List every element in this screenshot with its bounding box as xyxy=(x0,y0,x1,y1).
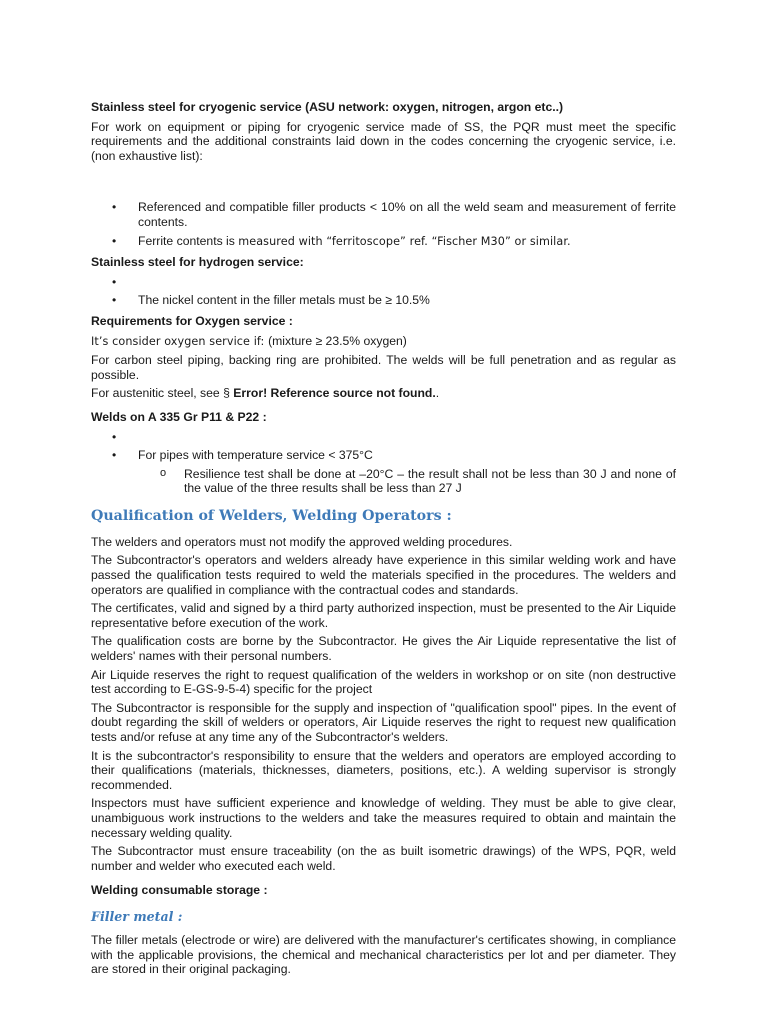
section-heading-ss-cryogenic: Stainless steel for cryogenic service (ASU network: oxygen, nitrogen, argon etc..) xyxy=(91,100,564,114)
bullet-list-ss-cryogenic xyxy=(91,200,676,249)
section-heading-ss-hydrogen: Stainless steel for hydrogen service: xyxy=(91,255,304,270)
bullet-text: Ferrite contents is xyxy=(138,233,239,248)
bullet-item: • The nickel content in the filler metals must be ≥ 10.5% xyxy=(91,293,676,308)
qualification-paragraph: The certificates, valid and signed by a third party authorized inspection, must be presented to the Air Liquide representative before execution of the work. xyxy=(91,601,676,630)
spacer xyxy=(91,167,676,200)
oxygen-ref-suffix: . xyxy=(435,386,440,401)
bullet-item xyxy=(91,448,676,463)
paragraph-oxygen-1 xyxy=(91,334,676,350)
oxygen-text: (mixture ≥ 23.5% oxygen) xyxy=(268,333,407,348)
qualification-paragraph: The qualification costs are borne by the Subcontractor. He gives the Air Liquide representative the list of welders' names with their personal numbers. xyxy=(91,634,676,664)
qualification-paragraph: It is the subcontractor's responsibility to ensure that the welders and operators are employed according to their qualifications (materials, thicknesses, diameters, positions, etc.). A welding supervisor is strongly recommended. xyxy=(91,748,676,792)
oxygen-ref-prefix: For austenitic steel, see § xyxy=(91,386,234,401)
qualification-paragraph: The Subcontractor is responsible for the supply and inspection of "qualification spool" pipes. In the event of doubt regarding the skill of welders or operators, Air Liquide reserves the right to request new qualification tests and/or refuse at any time any of the Subcontractor's welders. xyxy=(91,700,676,744)
bullet-text-alt-font: measured with “ferritoscope” ref. “Fischer M30” or similar. xyxy=(238,234,571,248)
paragraph-filler-metal: The filler metals (electrode or wire) are delivered with the manufacturer's certificates showing, in compliance with the applicable provisions, the chemical and mechanical characteristics per lot and per diameter. They are stored in their original packaging. xyxy=(91,932,676,977)
qualification-paragraph: The Subcontractor must ensure traceability (on the as built isometric drawings) of the WPS, PQR, weld number and welder who executed each weld. xyxy=(91,844,676,873)
paragraph-oxygen-2: For carbon steel piping, backing ring are prohibited. The welds will be full penetration and as regular as possible. xyxy=(91,353,676,382)
bullet-item-empty xyxy=(91,430,676,445)
qualification-paragraphs xyxy=(91,535,676,873)
section-heading-oxygen: Requirements for Oxygen service : xyxy=(91,313,293,328)
qualification-paragraph: Inspectors must have sufficient experience and knowledge of welding. They must be able to give clear, unambiguous work instructions to the welders and take the measures required to obtain and maintain the necessary welding quality. xyxy=(91,796,676,840)
qualification-paragraph: Air Liquide reserves the right to request qualification of the welders in workshop or on site (non destructive test according to E-GS-9-5-4) specific for the project xyxy=(91,667,676,697)
qualification-paragraph: The welders and operators must not modify the approved welding procedures. xyxy=(91,534,513,549)
bullet-list-a335 xyxy=(91,430,676,463)
bullet-item xyxy=(91,234,676,250)
qualification-paragraph: The Subcontractor's operators and welders already have experience in this similar welding work and have passed the qualification tests required to weld the materials specified in the procedures. The welders and operators are qualified in compliance with the contractual codes and standards. xyxy=(91,553,676,597)
subsection-title-filler-metal: Filler metal : xyxy=(91,908,183,924)
bullet-text: For pipes with temperature service < 375°C xyxy=(138,448,373,463)
paragraph-ss-cryogenic: For work on equipment or piping for cryogenic service made of SS, the PQR must meet the specific requirements and the additional constraints laid down in the codes concerning the cryogenic service, i.e. (non exhaustive list): xyxy=(91,119,676,163)
bullet-item: • Referenced and compatible filler products < 10% on all the weld seam and measurement of ferrite contents. xyxy=(91,200,676,229)
oxygen-text-alt-font: It’s consider oxygen service if: xyxy=(91,334,269,348)
paragraph-oxygen-3 xyxy=(91,386,676,401)
section-heading-a335: Welds on A 335 Gr P11 & P22 : xyxy=(91,409,267,424)
sub-bullet-list-a335 xyxy=(91,467,676,496)
bullet-list-ss-hydrogen xyxy=(91,275,676,308)
reference-error-text: Error! Reference source not found. xyxy=(233,386,436,401)
section-heading-storage: Welding consumable storage : xyxy=(91,883,268,898)
bullet-item-empty xyxy=(91,275,676,290)
section-title-qualification: Qualification of Welders, Welding Operators : xyxy=(91,507,452,524)
sub-bullet-item: o Resilience test shall be done at –20°C – the result shall not be less than 30 J and none of the value of the three results shall be less than 27 J xyxy=(91,467,676,496)
